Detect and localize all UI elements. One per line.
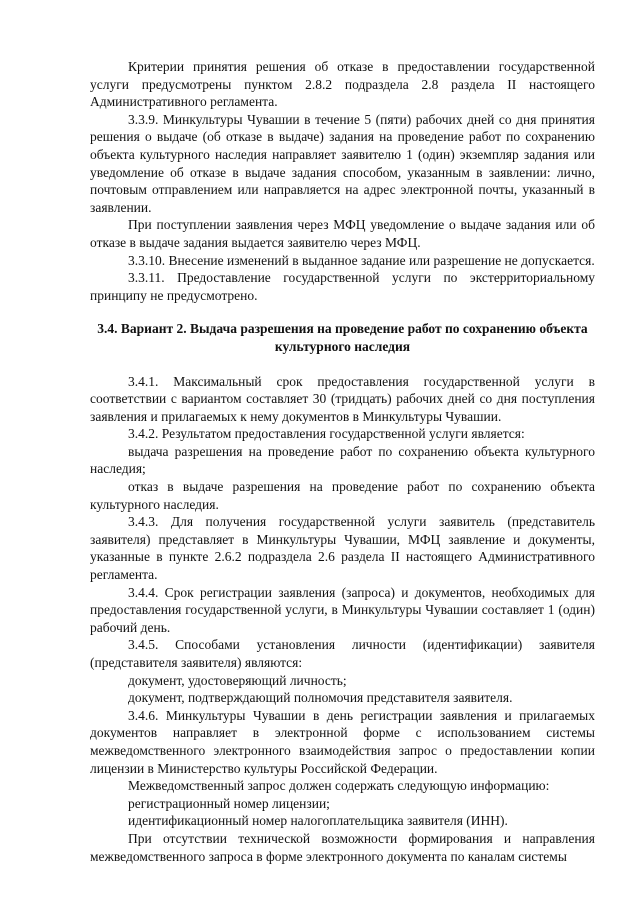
- paragraph-3-3-10: 3.3.10. Внесение изменений в выданное задание или разрешение не допускается.: [128, 252, 595, 268]
- section-heading-3-4: 3.4. Вариант 2. Выдача разрешения на проведение работ по сохранению объекта культурного наследия: [97, 321, 588, 354]
- paragraph-rejection-criteria: Критерии принятия решения об отказе в предоставлении государственной услуги предусмотрены пунктом 2.8.2 подраздела 2.8 раздела II настоящего Административного регламента.: [90, 59, 595, 110]
- paragraph-no-technical-possibility: При отсутствии технической возможности формирования и направления межведомственного запроса в форме электронного документа по каналам системы: [90, 830, 595, 864]
- paragraph-3-4-4: 3.4.4. Срок регистрации заявления (запроса) и документов, необходимых для предоставления государственной услуги, в Минкультуры Чувашии составляет 1 (один) рабочий день.: [90, 584, 595, 635]
- paragraph-request-content: Межведомственный запрос должен содержать следующую информацию:: [128, 778, 550, 794]
- paragraph-3-4-1: 3.4.1. Максимальный срок предоставления государственной услуги в соответствии с вариантом составляет 30 (тридцать) рабочих дней со дня поступления заявления и прилагаемых к нему документов в Минкультуры Чувашии.: [90, 373, 595, 424]
- paragraph-3-4-2: 3.4.2. Результатом предоставления государственной услуги является:: [128, 426, 525, 442]
- document-page: [90, 58, 595, 865]
- paragraph-3-4-6: 3.4.6. Минкультуры Чувашии в день регистрации заявления и прилагаемых документов направляет в электронной форме с использованием системы межведомственного электронного взаимодействия запрос о предоставлении копии лицензии в Министерство культуры Российской Федерации.: [90, 707, 595, 776]
- paragraph-3-3-9: 3.3.9. Минкультуры Чувашии в течение 5 (пяти) рабочих дней со дня принятия решения о выдаче (об отказе в выдаче) задания на проведение работ по сохранению объекта культурного наследия направляет заявителю 1 (один) экземпляр задания или уведомление об отказе в выдаче задания способом, указанным в заявлении: лично, почтовым отправлением или направляется на адрес электронной почты, указанный в заявлении.: [90, 111, 595, 215]
- list-item-identity-document: документ, удостоверяющий личность;: [128, 672, 347, 688]
- paragraph-3-4-3: 3.4.3. Для получения государственной услуги заявитель (представитель заявителя) представляет в Минкультуры Чувашии, МФЦ заявление и документы, указанные в пункте 2.6.2 подраздела 2.6 раздела II настоящего Административного регламента.: [90, 514, 595, 583]
- list-item-inn: идентификационный номер налогоплательщика заявителя (ИНН).: [128, 813, 508, 829]
- paragraph-3-3-11: 3.3.11. Предоставление государственной услуги по экстерриториальному принципу не предусмотрено.: [90, 270, 595, 303]
- list-item-authority-document: документ, подтверждающий полномочия представителя заявителя.: [128, 690, 513, 706]
- list-item-permit-issue: выдача разрешения на проведение работ по сохранению объекта культурного наследия;: [90, 443, 595, 477]
- list-item-license-number: регистрационный номер лицензии;: [128, 795, 330, 811]
- list-item-permit-refusal: отказ в выдаче разрешения на проведение работ по сохранению объекта культурного наследия.: [90, 479, 595, 512]
- paragraph-3-4-5: 3.4.5. Способами установления личности (идентификации) заявителя (представителя заявителя) являются:: [90, 637, 595, 670]
- paragraph-mfc-notice: При поступлении заявления через МФЦ уведомление о выдаче задания или об отказе в выдаче задания выдается заявителю через МФЦ.: [90, 217, 595, 250]
